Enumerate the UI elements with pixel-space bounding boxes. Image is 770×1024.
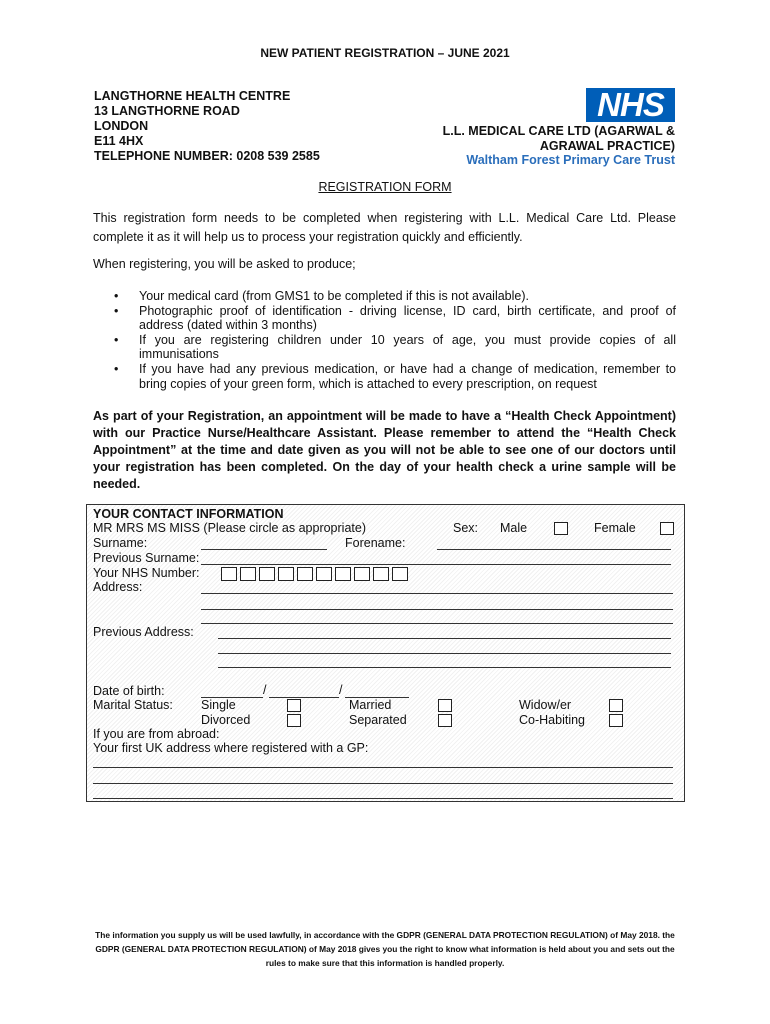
previous-surname-field[interactable] xyxy=(201,564,671,565)
male-label: Male xyxy=(500,521,528,535)
divorced-checkbox[interactable] xyxy=(287,714,301,727)
nhs-logo: NHS xyxy=(586,88,675,122)
surname-field[interactable] xyxy=(201,549,327,550)
dob-label: Date of birth: xyxy=(93,684,165,698)
nhs-digit-box[interactable] xyxy=(240,567,256,581)
female-checkbox[interactable] xyxy=(660,522,674,535)
address-line: 13 LANGTHORNE ROAD xyxy=(94,104,240,118)
intro-paragraph: This registration form needs to be completed when registering with L.L. Medical Care Ltd. Please complete it as it will help us to process your registration quickly and efficiently. xyxy=(93,211,676,244)
abroad-label: If you are from abroad: xyxy=(93,727,220,741)
divorced-label: Divorced xyxy=(201,713,251,727)
address-line: E11 4HX xyxy=(94,134,144,148)
male-checkbox[interactable] xyxy=(554,522,568,535)
previous-address-field-line-3[interactable] xyxy=(218,667,671,668)
married-checkbox[interactable] xyxy=(438,699,452,712)
previous-address-field-line-2[interactable] xyxy=(218,653,671,654)
cohabiting-checkbox[interactable] xyxy=(609,714,623,727)
marital-status-label: Marital Status: xyxy=(93,698,173,712)
previous-surname-label: Previous Surname: xyxy=(93,551,200,565)
dob-separator: / xyxy=(263,683,267,697)
first-uk-address-field-line-2[interactable] xyxy=(93,783,673,784)
female-label: Female xyxy=(594,521,636,535)
widow-checkbox[interactable] xyxy=(609,699,623,712)
dob-separator: / xyxy=(339,683,343,697)
nhs-digit-box[interactable] xyxy=(221,567,237,581)
gdpr-footer: The information you supply us will be used lawfully, in accordance with the GDPR (GENERAL DATA PROTECTION REGULATION) of May 2018. the GDPR (GENERAL DATA PROTECTION REGULATION) of May 2018 gives you the right to know what information is held about you and sets out the rules to make sure that this information is handled properly. xyxy=(95,930,675,968)
address-line: LANGTHORNE HEALTH CENTRE xyxy=(94,89,291,103)
nhs-digit-box[interactable] xyxy=(278,567,294,581)
list-item: • If you have had any previous medication, or have had a change of medication, remember to bring copies of your green form, which is attached to every prescription, on request xyxy=(93,362,676,391)
list-item: • If you are registering children under 10 years of age, you must provide copies of all immunisations xyxy=(93,333,676,362)
address-label: Address: xyxy=(93,580,143,594)
nhs-digit-box[interactable] xyxy=(259,567,275,581)
nhs-digit-box[interactable] xyxy=(373,567,389,581)
surname-label: Surname: xyxy=(93,536,148,550)
previous-address-field-line-1[interactable] xyxy=(218,638,671,639)
trust-name: Waltham Forest Primary Care Trust xyxy=(466,153,675,167)
address-line: LONDON xyxy=(94,119,149,133)
practice-address xyxy=(94,89,320,164)
nhs-digit-box[interactable] xyxy=(297,567,313,581)
practice-name-line: AGRAWAL PRACTICE) xyxy=(539,139,675,153)
first-uk-address-label: Your first UK address where registered with a GP: xyxy=(93,741,369,755)
list-item: • Photographic proof of identification - driving license, ID card, birth certificate, and proof of address (dated within 3 months) xyxy=(93,304,676,333)
document-title: NEW PATIENT REGISTRATION – JUNE 2021 xyxy=(260,46,510,60)
form-title: REGISTRATION FORM xyxy=(318,180,452,194)
title-options[interactable]: MR MRS MS MISS (Please circle as appropriate) xyxy=(93,521,366,535)
nhs-digit-box[interactable] xyxy=(316,567,332,581)
separated-label: Separated xyxy=(349,713,407,727)
address-field-line-1[interactable] xyxy=(201,593,673,594)
married-label: Married xyxy=(349,698,392,712)
previous-address-label: Previous Address: xyxy=(93,625,194,639)
first-uk-address-field-line-1[interactable] xyxy=(93,767,673,768)
address-field-line-3[interactable] xyxy=(201,623,673,624)
practice-name-line: L.L. MEDICAL CARE LTD (AGARWAL & xyxy=(442,124,675,138)
forename-field[interactable] xyxy=(437,549,671,550)
forename-label: Forename: xyxy=(345,536,406,550)
appointment-notice: As part of your Registration, an appointment will be made to have a “Health Check Appointment) with our Practice Nurse/Healthcare Assistant. Please remember to attend the “Health Check Appointment” at the time and date given as you will not be able to see one of our doctors until your registration has been completed. On the day of your health check a urine sample will be needed. xyxy=(93,409,676,491)
widow-label: Widow/er xyxy=(519,698,572,712)
sex-label: Sex: xyxy=(453,521,479,535)
separated-checkbox[interactable] xyxy=(438,714,452,727)
nhs-digit-box[interactable] xyxy=(335,567,351,581)
cohabiting-label: Co-Habiting xyxy=(519,713,586,727)
address-field-line-2[interactable] xyxy=(201,609,673,610)
requirements-list xyxy=(93,289,676,391)
list-item: • Your medical card (from GMS1 to be completed if this is not available). xyxy=(93,289,676,304)
telephone-line: TELEPHONE NUMBER: 0208 539 2585 xyxy=(94,149,320,163)
single-checkbox[interactable] xyxy=(287,699,301,712)
practice-name xyxy=(443,124,675,154)
single-label: Single xyxy=(201,698,236,712)
produce-heading: When registering, you will be asked to produce; xyxy=(93,257,356,271)
nhs-digit-box[interactable] xyxy=(354,567,370,581)
contact-information-section xyxy=(86,504,685,802)
contact-heading: YOUR CONTACT INFORMATION xyxy=(93,507,284,521)
dob-month-field[interactable] xyxy=(269,697,339,698)
nhs-number-label: Your NHS Number: xyxy=(93,566,200,580)
first-uk-address-field-line-3[interactable] xyxy=(93,798,673,799)
nhs-digit-box[interactable] xyxy=(392,567,408,581)
